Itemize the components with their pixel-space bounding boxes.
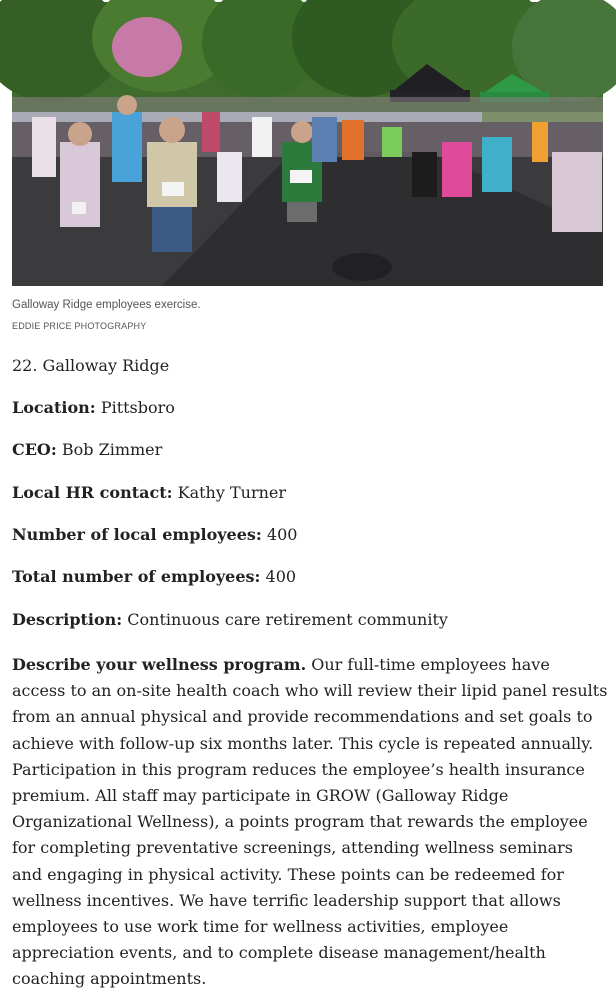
ceo-label: CEO: (12, 440, 57, 459)
wellness-paragraph (12, 652, 608, 993)
total-employees-row (12, 567, 296, 587)
hr-contact-row (12, 483, 286, 503)
photo-caption: Galloway Ridge employees exercise. (12, 299, 201, 311)
total-employees-label: Total number of employees: (12, 567, 261, 586)
photo-credit: EDDIE PRICE PHOTOGRAPHY (12, 321, 147, 331)
local-employees-row (12, 525, 297, 545)
wellness-label: Describe your wellness program. (12, 655, 307, 674)
total-employees-value: 400 (265, 567, 297, 586)
race-photo (12, 2, 603, 286)
photo-illustration (12, 2, 603, 286)
hr-contact-label: Local HR contact: (12, 483, 173, 502)
description-value: Continuous care retirement community (127, 610, 448, 629)
local-employees-value: 400 (266, 525, 298, 544)
rank-title (12, 356, 169, 376)
ceo-value: Bob Zimmer (61, 440, 163, 459)
local-employees-label: Number of local employees: (12, 525, 262, 544)
location-row (12, 398, 175, 418)
location-label: Location: (12, 398, 96, 417)
hr-contact-value: Kathy Turner (177, 483, 287, 502)
description-row (12, 610, 448, 630)
wellness-text: Our full-time employees have access to an on-site health coach who will review their lipid panel results from an annual physical and provide recommendations and set goals to achieve with follow-up six months later. This cycle is repeated annually. Participation in this program reduces the employee’s health insurance premium. All staff may participate in GROW (Galloway Ridge Organizational Wellness), a points program that rewards the employee for completing preventative screenings, attending wellness seminars and engaging in physical activity. These points can be redeemed for wellness incentives. We have terrific leadership support that allows employees to use work time for wellness activities, employee appreciation events, and to complete disease management/health coaching appointments. (12, 655, 608, 989)
location-value: Pittsboro (100, 398, 175, 417)
ceo-row (12, 440, 162, 460)
description-label: Description: (12, 610, 123, 629)
rank-title-text: 22. Galloway Ridge (12, 356, 170, 375)
